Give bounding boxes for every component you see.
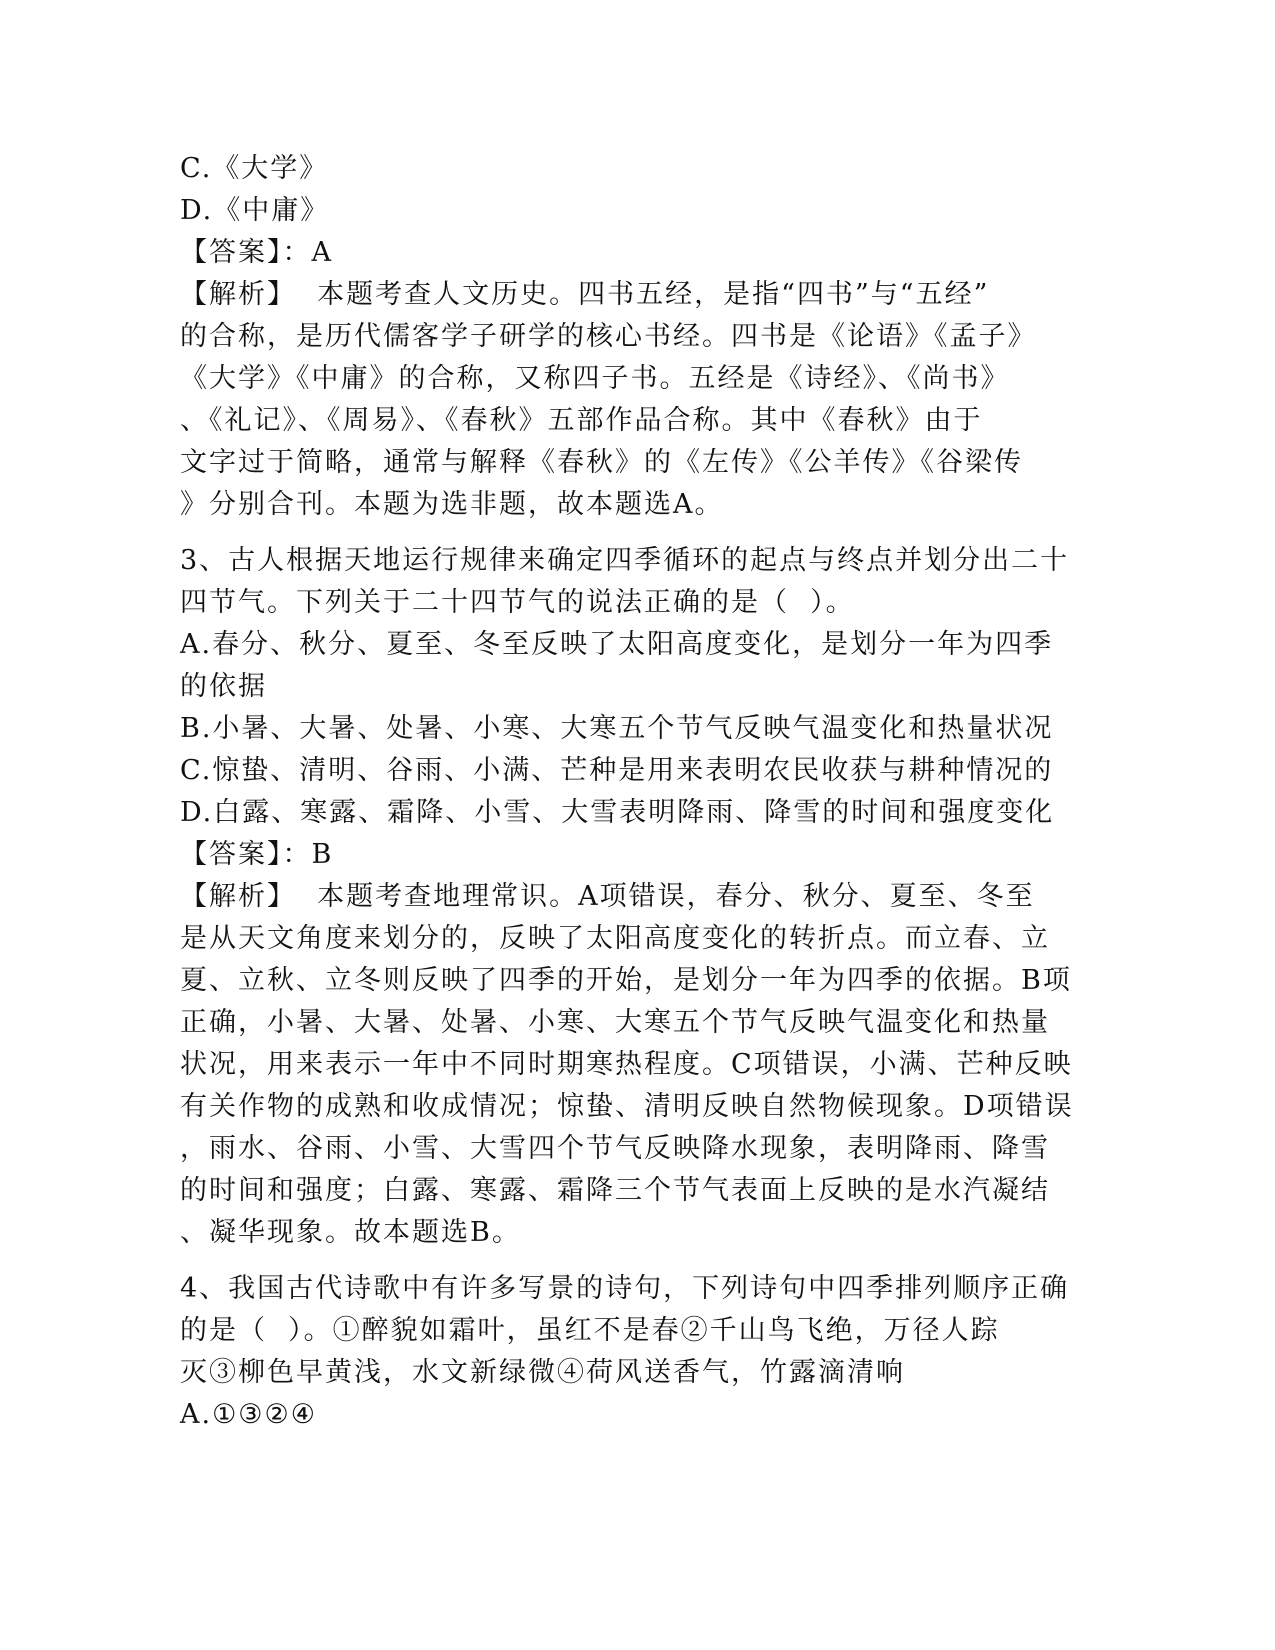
- question-stem-line: 4、我国古代诗歌中有许多写景的诗句，下列诗句中四季排列顺序正确: [180, 1273, 1070, 1304]
- analysis-line: 的时间和强度；白露、寒露、霜降三个节气表面上反映的是水汽凝结: [180, 1175, 1050, 1206]
- answer-line: 【答案】：A: [180, 237, 333, 268]
- analysis-paragraph: [180, 876, 1074, 1254]
- option-b: B.小暑、大暑、处暑、小寒、大寒五个节气反映气温变化和热量状况: [180, 713, 1054, 744]
- question-stem-line: 3、古人根据天地运行规律来确定四季循环的起点与终点并划分出二十: [180, 545, 1070, 576]
- analysis-line: ，雨水、谷雨、小雪、大雪四个节气反映降水现象，表明降雨、降雪: [180, 1133, 1050, 1164]
- question-stem-line: 灭③柳色早黄浅，水文新绿微④荷风送香气，竹露滴清响: [180, 1357, 905, 1388]
- answer-line: 【答案】：B: [180, 839, 334, 870]
- option-c: C.惊蛰、清明、谷雨、小满、芒种是用来表明农民收获与耕种情况的: [180, 755, 1054, 786]
- question-stem-line: 四节气。下列关于二十四节气的说法正确的是（ ）。: [180, 587, 855, 618]
- option-d: D.《中庸》: [180, 195, 330, 226]
- analysis-line: 、凝华现象。故本题选B。: [180, 1217, 521, 1248]
- analysis-line: 状况，用来表示一年中不同时期寒热程度。C项错误，小满、芒种反映: [180, 1049, 1073, 1080]
- option-a: A.①③②④: [180, 1399, 317, 1430]
- analysis-line: 《大学》《中庸》的合称，又称四子书。五经是《诗经》、《尚书》: [180, 363, 1010, 394]
- analysis-line: 的合称，是历代儒客学子研学的核心书经。四书是《论语》《孟子》: [180, 321, 1037, 352]
- analysis-line: 夏、立秋、立冬则反映了四季的开始，是划分一年为四季的依据。B项: [180, 965, 1072, 996]
- option-a-continued: 的依据: [180, 671, 267, 702]
- analysis-line: 【解析】 本题考查人文历史。四书五经，是指“四书”与“五经”: [180, 279, 990, 310]
- question-stem-line: 的是（ ）。①醉貌如霜叶，虽红不是春②千山鸟飞绝，万径人踪: [180, 1315, 1000, 1346]
- analysis-paragraph: [180, 274, 1040, 526]
- analysis-line: 》分别合刊。本题为选非题，故本题选A。: [180, 489, 724, 520]
- question-3: [180, 540, 1074, 1254]
- document-page: [180, 148, 1074, 1436]
- option-c: C.《大学》: [180, 153, 329, 184]
- analysis-line: 、《礼记》、《周易》、《春秋》五部作品合称。其中《春秋》由于: [180, 405, 983, 436]
- question-4: [180, 1268, 1070, 1436]
- option-a: A.春分、秋分、夏至、冬至反映了太阳高度变化，是划分一年为四季: [180, 629, 1054, 660]
- analysis-line: 正确，小暑、大暑、处暑、小寒、大寒五个节气反映气温变化和热量: [180, 1007, 1050, 1038]
- analysis-line: 【解析】 本题考查地理常识。A项错误，春分、秋分、夏至、冬至: [180, 881, 1035, 912]
- option-d: D.白露、寒露、霜降、小雪、大雪表明降雨、降雪的时间和强度变化: [180, 797, 1055, 828]
- section-gap: [180, 1254, 1040, 1268]
- analysis-line: 有关作物的成熟和收成情况；惊蛰、清明反映自然物候现象。D项错误: [180, 1091, 1074, 1122]
- analysis-line: 是从天文角度来划分的，反映了太阳高度变化的转折点。而立春、立: [180, 923, 1050, 954]
- analysis-line: 文字过于简略，通常与解释《春秋》的《左传》《公羊传》《谷梁传: [180, 447, 1023, 478]
- section-gap: [180, 526, 1040, 540]
- question-2-tail: [180, 148, 1040, 526]
